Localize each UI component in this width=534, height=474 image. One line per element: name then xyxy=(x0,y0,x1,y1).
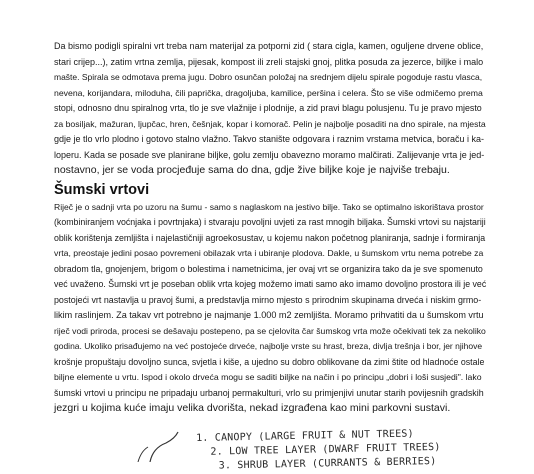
text-line: stopi, odnosno dnu spiralnog vrta, tlo je sve vlažnije i plodnije, a zid pravi blagu polusjenu. Tu je pravo mjesto xyxy=(54,103,482,113)
text-line: riječ vodi priroda, procesi se dešavaju postepeno, pa se cjelovita čar šumskog vrta može očekivati tek za nekoliko xyxy=(54,325,486,336)
text-line: godina. Ukoliko prisađujemo na već postojeće drveće, najbolje vrste su hrast, breza, divlja trešnja i bor, jer njihove xyxy=(54,341,483,351)
sketch-label-low-tree: 2. LOW TREE LAYER (DWARF FRUIT TREES) xyxy=(210,441,441,458)
text-line: (kombiniranjem voćnjaka i povrtnjaka) i stvaraju povoljni uvjeti za rast mnogih biljaka. Šumski vrtovi su najstariji xyxy=(54,217,486,227)
text-line: gdje je tlo vrlo plodno i gotovo stalno vlažno. Takvo stanište odgovara i raznim vrstama metvica, boraču i ka- xyxy=(54,134,485,144)
text-line: likim raslinjem. Za takav vrt potrebno je najmanje 1.000 m2 zemljišta. Moramo prihvatiti da u šumskom vrtu xyxy=(54,310,484,320)
text-line: Riječ je o sadnji vrta po uzoru na šumu - samo s naglaskom na jestivo bilje. Tako se optimalno iskorištava prostor xyxy=(54,201,484,212)
text-line: biljne elemente u vrtu. Ispod i okolo drveća mogu se saditi biljke na način i po principu „dobri i loši susjedi". lako xyxy=(54,372,482,382)
section-heading: Šumski vrtovi xyxy=(54,181,150,198)
text-line: vrta, preostaje jedini posao povremeni obilazak vrta i ubiranje plodova. Dakle, u šumskom vrtu nema potrebe za xyxy=(54,248,484,258)
sketch-labels xyxy=(196,427,441,474)
sketch-label-canopy: 1. CANOPY (LARGE FRUIT & NUT TREES) xyxy=(196,428,414,444)
sketch-branch-stroke xyxy=(150,432,178,462)
text-line: nevena, korijandara, miloduha, čili paprička, dragoljuba, kamilice, peršina i celera. Što se više odmičemo prema xyxy=(54,87,483,98)
text-line: postojeći vrt nastavlja u pravoj šumi, a predstavlja mirno mjesto s prirodnim skupinama drveća i niskim grmo- xyxy=(54,294,482,305)
text-line: već uvaženo. Šumski vrt je poseban oblik vrta kojeg možemo imati samo ako imamo dovoljno prostora ili je već xyxy=(54,279,487,289)
text-line: loperu. Kada se posade sve planirane biljke, golu zemlju obavezno moramo malčirati. Zalijevanje vrta je jed- xyxy=(54,149,485,160)
text-line: nostavno, jer se voda procjeđuje sama do dna, gdje žive biljke koje je najviše trebaju. xyxy=(54,164,450,176)
sketch-branch-stroke xyxy=(138,447,148,462)
text-line: mašte. Spirala se odmotava prema jugu. Dobro osunčan položaj na srednjem dijelu spirale pogoduje rastu vlasca, xyxy=(54,72,483,82)
text-line: šumski vrtovi u principu ne pripadaju urbanoj permakulturi, vrlo su primjenjivi unutar starih povijesnih gradskih xyxy=(54,387,484,398)
text-line: oblik korištenja zemljišta i najelastičniji agroekosustav, u kojemu nakon početnog planiranja, sadnje i formiranja xyxy=(54,232,486,243)
text-line: Da bismo podigli spiralni vrt treba nam materijal za potporni zid ( stara cigla, kamen, oguljene drvene oblice, xyxy=(54,41,484,51)
text-line: jezgri u kojima kuće imaju velika dvorišta, nekad izgrađena kao mini parkovni sustavi. xyxy=(54,402,451,414)
text-line: krošnje propuštaju dovoljno sunca, svjetla i kiše, a ujedno su dobro oblikovane da zimi štite od hladnoće ostale xyxy=(54,356,485,367)
sketch-label-shrub: 3. SHRUB LAYER (CURRANTS & BERRIES) xyxy=(218,455,437,472)
text-line: za bosiljak, mažuran, ljupčac, hren, češnjak, kopar i komorač. Pelin je najbolje posaditi na dno spirale, na mjesta xyxy=(54,118,486,129)
text-line: stari crijep...), zatim vrtna zemlja, pijesak, kompost ili zreli stajski gnoj, plitka posuda za jezerce, biljke i malo xyxy=(54,56,484,67)
text-line: obradom tla, gnojenjem, brigom o bolestima i nametnicima, jer ovaj vrt se organizira tako da je sve spomenuto xyxy=(54,263,483,274)
